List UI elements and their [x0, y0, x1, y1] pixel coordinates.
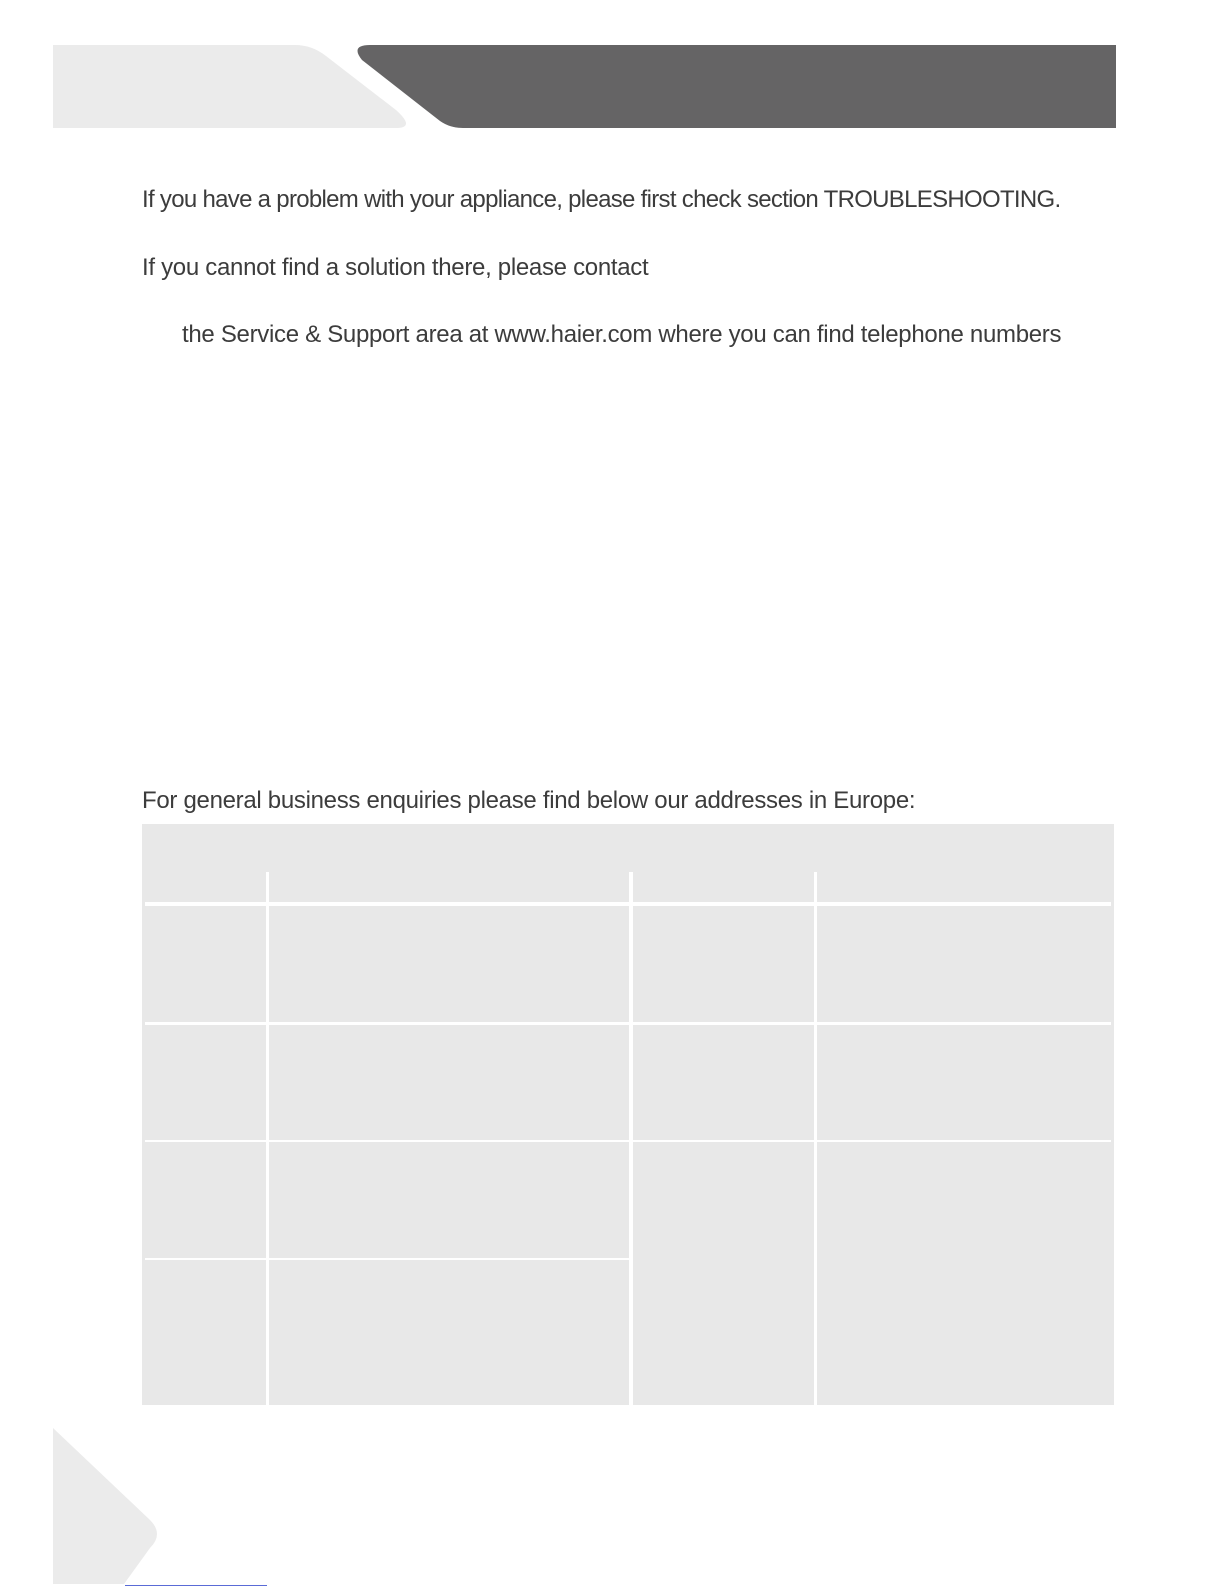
- row-divider-2: [145, 1140, 1111, 1142]
- business-enquiries-heading: For general business enquiries please find below our addresses in Europe:: [142, 787, 916, 814]
- row-divider-3: [145, 1258, 630, 1260]
- column-divider-2: [629, 872, 633, 1405]
- contact-note: If you cannot find a solution there, please contact: [142, 254, 649, 281]
- footer-corner-decoration: [0, 1420, 200, 1584]
- header-dark-bar: [358, 45, 1117, 128]
- europe-addresses-table: [142, 824, 1114, 1405]
- footer-light-triangle: [53, 1428, 157, 1584]
- table-header-divider: [145, 902, 1111, 906]
- row-divider-1: [145, 1022, 1111, 1025]
- column-divider-3: [814, 872, 817, 1405]
- header-light-tab: [53, 45, 406, 128]
- header-banner: [0, 0, 1224, 140]
- service-support-bullet: the Service & Support area at www.haier.com where you can find telephone numbers: [182, 321, 1062, 348]
- troubleshooting-note: If you have a problem with your appliance, please first check section TROUBLESHOOTING.: [142, 186, 1061, 213]
- column-divider-1: [266, 872, 269, 1405]
